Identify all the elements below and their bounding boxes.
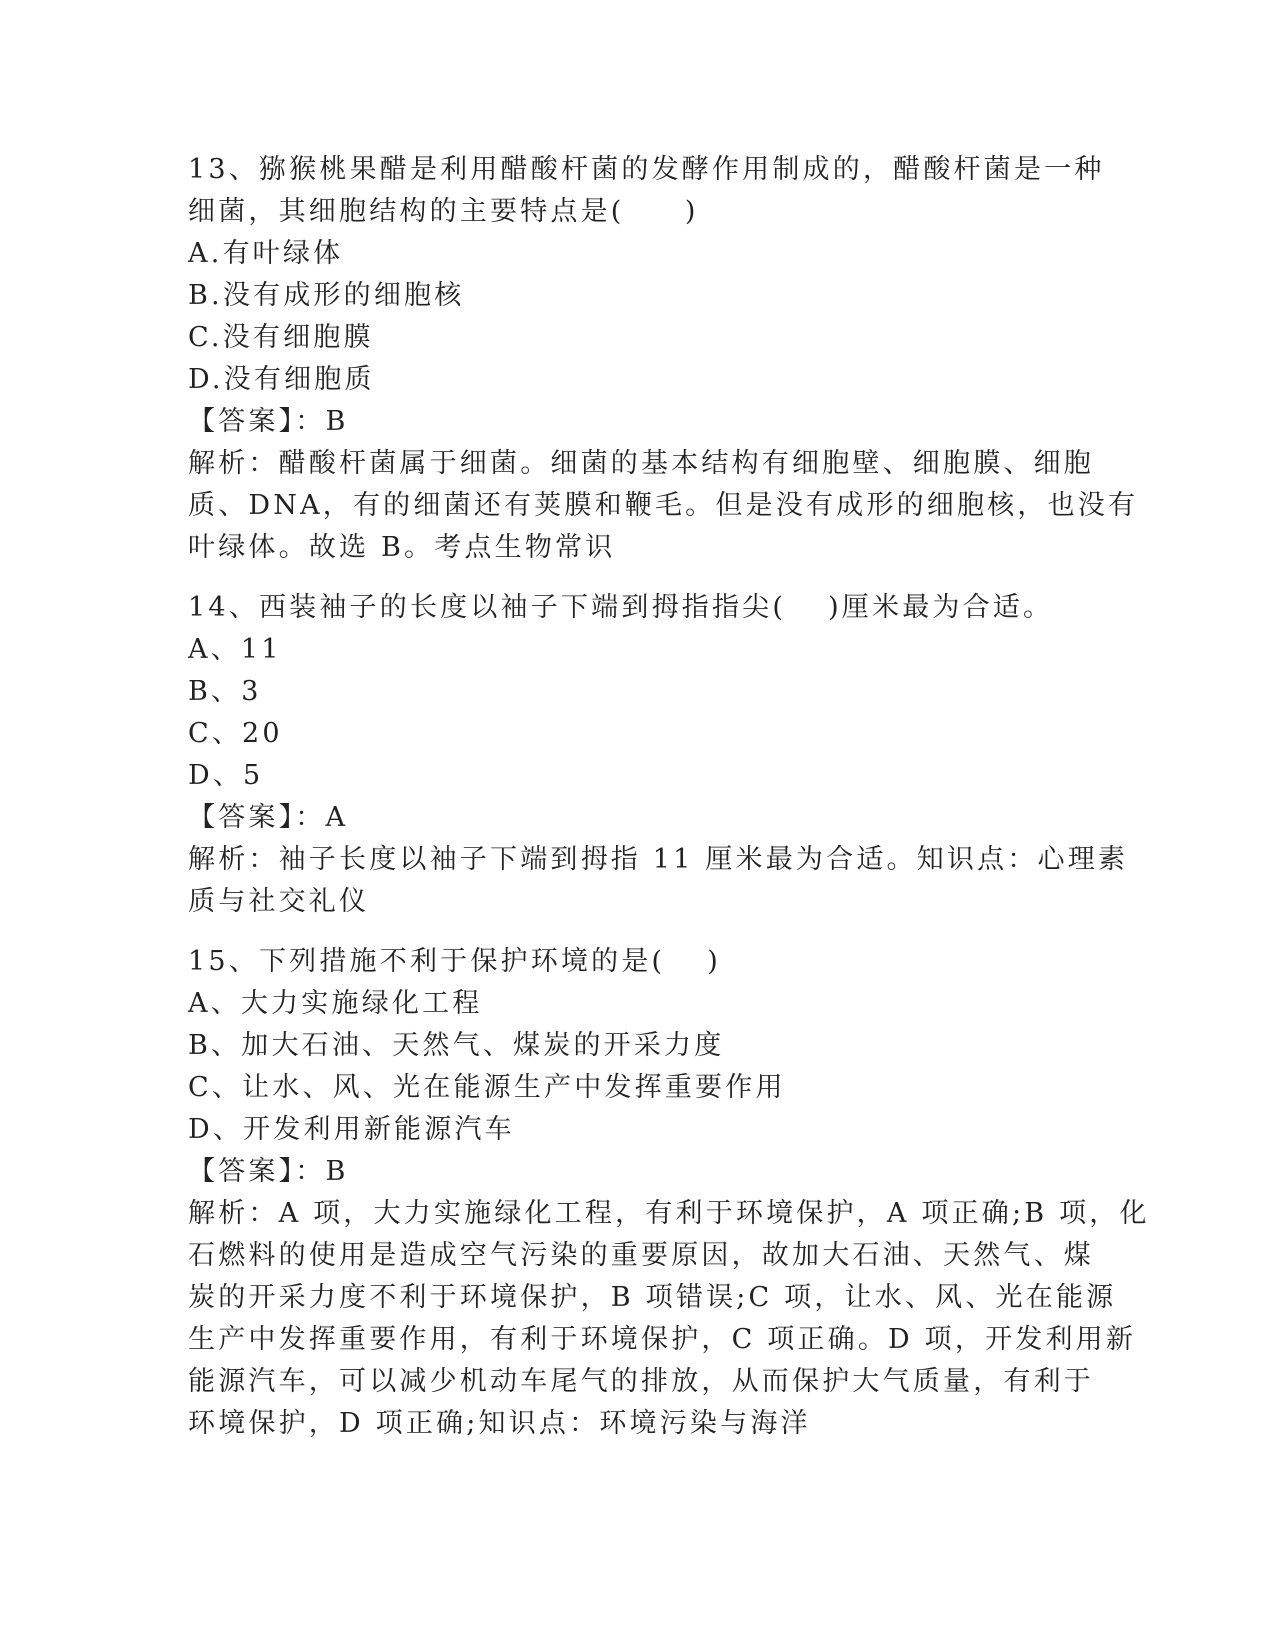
question-13-option-d: D.没有细胞质: [188, 364, 375, 395]
question-13-explanation-line-1: 解析：醋酸杆菌属于细菌。细菌的基本结构有细胞壁、细胞膜、细胞: [188, 448, 1094, 479]
question-13-option-c: C.没有细胞膜: [188, 322, 374, 353]
question-14-stem-line-1: 14、西装袖子的长度以袖子下端到拇指指尖( )厘米最为合适。: [188, 592, 1054, 623]
question-14-option-b: B、3: [188, 676, 262, 707]
question-13-option-a: A.有叶绿体: [188, 238, 344, 269]
question-14-option-d: D、5: [188, 760, 264, 791]
question-14-explanation-line-2: 质与社交礼仪: [188, 886, 370, 917]
question-13-stem-line-1: 13、猕猴桃果醋是利用醋酸杆菌的发酵作用制成的，醋酸杆菌是一种: [188, 154, 1105, 185]
question-15-option-a: A、大力实施绿化工程: [188, 988, 483, 1019]
question-14-option-a: A、11: [188, 634, 282, 665]
question-15-explanation-line-6: 环境保护，D 项正确;知识点：环境污染与海洋: [188, 1408, 811, 1439]
question-13-explanation-line-3: 叶绿体。故选 B。考点生物常识: [188, 532, 616, 563]
question-15-stem-line-1: 15、下列措施不利于保护环境的是( ): [188, 946, 722, 977]
question-15-option-d: D、开发利用新能源汽车: [188, 1114, 515, 1145]
question-15-option-b: B、加大石油、天然气、煤炭的开采力度: [188, 1030, 725, 1061]
question-14-answer: 【答案】：A: [188, 802, 349, 833]
question-14-explanation-line-1: 解析：袖子长度以袖子下端到拇指 11 厘米最为合适。知识点：心理素: [188, 844, 1129, 875]
question-15-explanation-line-3: 炭的开采力度不利于环境保护，B 项错误;C 项，让水、风、光在能源: [188, 1282, 1117, 1313]
question-13-explanation-line-2: 质、DNA，有的细菌还有荚膜和鞭毛。但是没有成形的细胞核，也没有: [188, 490, 1139, 521]
question-13-stem-line-2: 细菌，其细胞结构的主要特点是( ): [188, 196, 699, 227]
question-15-explanation-line-4: 生产中发挥重要作用，有利于环境保护，C 项正确。D 项，开发利用新: [188, 1324, 1137, 1355]
question-13-option-b: B.没有成形的细胞核: [188, 280, 465, 311]
question-15-option-c: C、让水、风、光在能源生产中发挥重要作用: [188, 1072, 786, 1103]
question-15-explanation-line-5: 能源汽车，可以减少机动车尾气的排放，从而保护大气质量，有利于: [188, 1366, 1094, 1397]
question-15-explanation-line-2: 石燃料的使用是造成空气污染的重要原因，故加大石油、天然气、煤: [188, 1240, 1094, 1271]
question-14-option-c: C、20: [188, 718, 283, 749]
question-13-answer: 【答案】：B: [188, 406, 349, 437]
question-15-answer: 【答案】：B: [188, 1156, 349, 1187]
question-15-explanation-line-1: 解析：A 项，大力实施绿化工程，有利于环境保护，A 项正确;B 项，化: [188, 1198, 1150, 1229]
